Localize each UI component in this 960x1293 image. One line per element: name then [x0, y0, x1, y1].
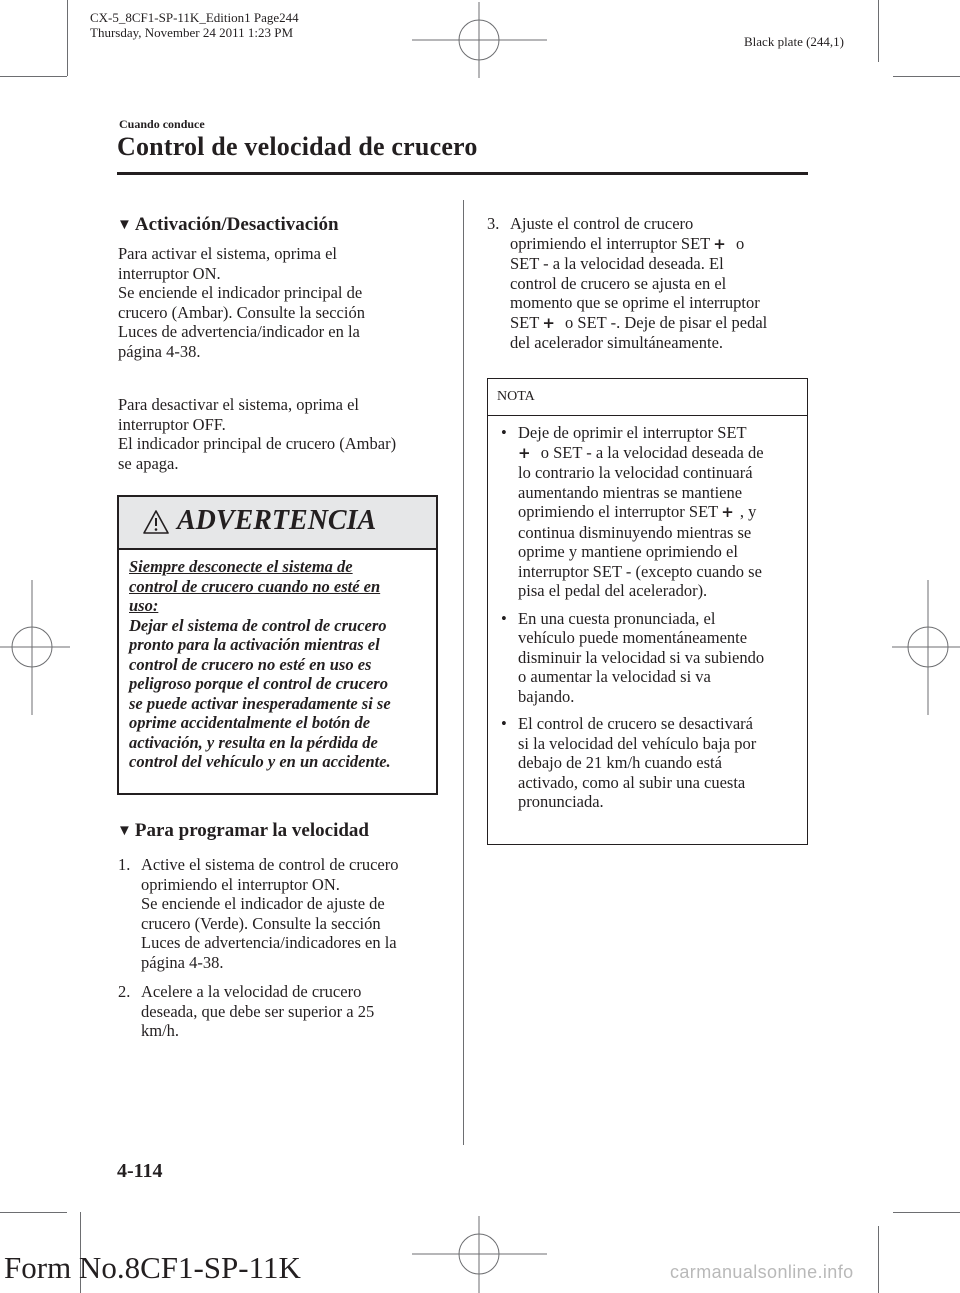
print-header-line: CX-5_8CF1-SP-11K_Edition1 Page244 [90, 10, 299, 25]
text-line: Se enciende el indicador principal de [118, 283, 363, 302]
text-line [518, 502, 803, 523]
list-item [118, 982, 448, 1041]
warning-line: control de crucero no esté en uso es [129, 654, 372, 674]
text-line: aumentando mientras se mantiene [518, 482, 743, 502]
step-3 [487, 214, 817, 363]
list-item [498, 609, 803, 707]
heading-activation-text: Activación/Desactivación [134, 214, 339, 235]
note-header [488, 379, 807, 416]
text-line: bajando. [518, 686, 575, 706]
warning-line: Dejar el sistema de control de crucero [129, 615, 387, 635]
step-number: 2. [118, 982, 131, 1001]
note-title: NOTA [497, 389, 535, 404]
crop-mark [893, 76, 960, 77]
text-line: interruptor OFF. [118, 414, 226, 434]
triangle-icon: ▼ [117, 217, 132, 233]
crop-mark [0, 1212, 67, 1213]
registration-mark-left [0, 580, 70, 715]
step-number: 3. [487, 214, 500, 233]
text-line: interruptor SET - (excepto cuando se [518, 561, 762, 581]
bullet-icon: • [501, 608, 507, 628]
warning-line: peligroso porque el control de crucero [129, 674, 388, 693]
text-line: crucero (Ambar). Consulte la sección [118, 302, 365, 322]
text-line: o aumentar la velocidad si va [518, 667, 711, 686]
print-header-line: Thursday, November 24 2011 1:23 PM [90, 25, 294, 40]
plus-icon: + [518, 443, 531, 462]
warning-line: oprime accidentalmente el botón de [129, 713, 371, 732]
text-line: página 4-38. [141, 952, 224, 972]
form-number: Form No.8CF1-SP-11K [4, 1250, 301, 1285]
section-label: Cuando conduce [119, 117, 205, 131]
text-line: debajo de 21 km/h cuando está [518, 753, 722, 772]
warning-underlined-line: control de crucero cuando no esté en [129, 576, 381, 596]
activation-para-1 [118, 244, 448, 361]
text-line: activado, como al subir una cuesta [518, 772, 746, 792]
text-line: Luces de advertencia/indicador en la [118, 322, 360, 341]
text-line: pisa el pedal del acelerador). [518, 581, 708, 600]
text-line: si la velocidad del vehículo baja por [518, 733, 757, 753]
text-line: Acelere a la velocidad de crucero [141, 982, 362, 1001]
text-fragment: oprimiendo el interruptor SET [510, 233, 711, 253]
text-line: interruptor ON. [118, 263, 221, 283]
text-line: deseada, que debe ser superior a 25 [141, 1001, 375, 1021]
plus-icon: + [713, 234, 726, 253]
text-line: continua disminuyendo mientras se [518, 522, 752, 542]
text-fragment: , y [739, 502, 757, 521]
text-line: oprimiendo el interruptor ON. [141, 874, 340, 894]
bullet-icon: • [501, 423, 507, 442]
text-line: Deje de oprimir el interruptor SET [518, 423, 747, 442]
text-line: Para desactivar el sistema, oprima el [118, 395, 359, 414]
page-title: Control de velocidad de crucero [117, 132, 478, 161]
text-line: Ajuste el control de crucero [510, 214, 694, 233]
text-fragment: SET [510, 312, 540, 332]
plus-icon: + [542, 313, 555, 332]
print-header [90, 10, 299, 40]
text-line: SET - a la velocidad deseada. El [510, 254, 724, 273]
warning-line: se puede activar inesperadamente si se [129, 693, 391, 713]
text-line: vehículo puede momentáneamente [518, 628, 748, 647]
text-fragment: o SET -. Deje de pisar el pedal [565, 312, 768, 332]
text-line: Luces de advertencia/indicadores en la [141, 933, 397, 952]
heading-activation [117, 214, 339, 236]
text-line: página 4-38. [118, 341, 201, 361]
text-line: km/h. [141, 1021, 180, 1040]
plus-icon: + [721, 503, 734, 521]
program-steps [118, 855, 448, 1051]
text-line: Active el sistema de control de crucero [141, 855, 399, 874]
warning-body [129, 557, 434, 772]
text-line: disminuir la velocidad si va subiendo [518, 647, 765, 667]
registration-mark-right [892, 580, 960, 715]
activation-para-2 [118, 395, 458, 473]
heading-program [117, 820, 369, 842]
warning-underlined-line: uso: [129, 596, 159, 615]
list-item [487, 214, 817, 353]
list-item [118, 855, 448, 972]
crop-mark [67, 0, 68, 76]
registration-mark-top [412, 2, 547, 78]
text-line [510, 234, 817, 255]
text-fragment: o [735, 233, 745, 253]
bullet-icon: • [501, 714, 507, 733]
warning-title: ADVERTENCIA [177, 505, 377, 536]
warning-line: pronto para la activación mientras el [129, 635, 380, 654]
warning-underlined-line: Siempre desconecte el sistema de [129, 557, 353, 576]
warning-line: activación, y resulta en la pérdida de [129, 732, 378, 752]
step-number: 1. [118, 855, 131, 874]
text-line: pronunciada. [518, 792, 604, 811]
crop-mark [893, 1212, 960, 1213]
text-line: El indicador principal de crucero (Ambar) [118, 434, 397, 453]
text-line: Se enciende el indicador de ajuste de [141, 894, 385, 913]
text-line: del acelerador simultáneamente. [510, 333, 724, 352]
warning-icon [143, 510, 169, 534]
column-divider [463, 200, 464, 1145]
crop-mark [0, 76, 67, 77]
text-line: En una cuesta pronunciada, el [518, 608, 716, 628]
list-item [498, 714, 803, 812]
warning-line: control del vehículo y en un accidente. [129, 752, 391, 771]
title-rule [117, 172, 808, 175]
heading-program-text: Para programar la velocidad [134, 820, 369, 841]
text-line: control de crucero se ajusta en el [510, 273, 727, 293]
text-line [510, 313, 817, 334]
text-fragment: o SET - a la velocidad deseada de [540, 442, 764, 462]
page-number: 4-114 [117, 1160, 163, 1182]
warning-box [117, 495, 438, 795]
crop-mark [878, 1226, 879, 1293]
text-line: Para activar el sistema, oprima el [118, 244, 337, 263]
text-line: oprime y mantiene oprimiendo el [518, 542, 738, 561]
text-fragment: oprimiendo el interruptor SET [518, 502, 719, 521]
crop-mark [878, 0, 879, 62]
plate-label: Black plate (244,1) [744, 34, 844, 49]
list-item [498, 423, 803, 601]
registration-mark-bottom [412, 1216, 547, 1293]
text-line: El control de crucero se desactivará [518, 714, 754, 733]
watermark: carmanualsonline.info [670, 1262, 854, 1282]
warning-header [119, 497, 436, 550]
triangle-icon: ▼ [117, 823, 132, 839]
text-line: momento que se oprime el interruptor [510, 293, 760, 312]
note-list [498, 423, 803, 820]
text-line: lo contrario la velocidad continuará [518, 463, 753, 482]
text-line: crucero (Verde). Consulte la sección [141, 913, 381, 933]
note-box [487, 378, 808, 845]
text-line: se apaga. [118, 453, 179, 473]
text-line [518, 443, 803, 464]
